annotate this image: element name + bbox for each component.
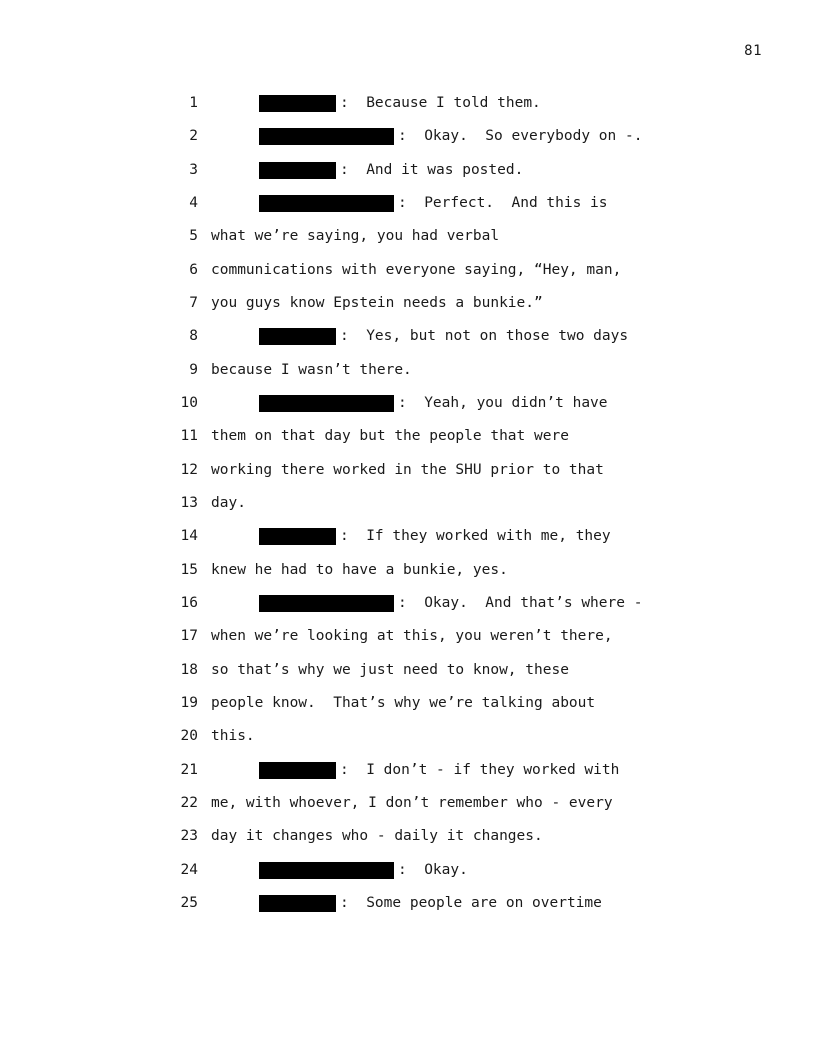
transcript-line (0, 120, 816, 153)
line-number: 11 (180, 428, 198, 445)
transcript-line (0, 154, 816, 187)
continuation-text: when we’re looking at this, you weren’t there, (211, 628, 613, 645)
transcript-line (0, 354, 816, 387)
speaker-turn (259, 854, 468, 887)
speech-text: : And it was posted. (340, 161, 524, 178)
transcript-line (0, 887, 816, 920)
transcript-line (0, 754, 816, 787)
line-number: 19 (180, 694, 198, 711)
line-number: 7 (189, 294, 198, 311)
continuation-text: what we’re saying, you had verbal (211, 228, 500, 245)
continuation-text: them on that day but the people that were (211, 428, 569, 445)
speaker-turn (259, 187, 608, 220)
speaker-turn (259, 520, 611, 553)
continuation-text: so that’s why we just need to know, these (211, 661, 569, 678)
speech-text: : Because I told them. (340, 95, 541, 111)
transcript-line (0, 854, 816, 887)
transcript-line (0, 587, 816, 620)
page-number: 81 (744, 43, 762, 59)
redacted-speaker-name (259, 128, 394, 145)
continuation-text: because I wasn’t there. (211, 361, 412, 378)
line-number: 13 (180, 494, 198, 511)
redacted-speaker-name (259, 95, 336, 112)
line-number: 14 (180, 528, 198, 545)
speaker-turn (259, 887, 602, 920)
redacted-speaker-name (259, 528, 336, 545)
transcript-line (0, 420, 816, 453)
speech-text: : Okay. (398, 861, 468, 878)
line-number: 1 (189, 95, 198, 111)
transcript-line (0, 454, 816, 487)
transcript-line (0, 620, 816, 653)
redacted-speaker-name (259, 195, 394, 212)
transcript-line (0, 187, 816, 220)
redacted-speaker-name (259, 162, 336, 179)
transcript-line (0, 254, 816, 287)
transcript-line (0, 720, 816, 753)
line-number: 17 (180, 628, 198, 645)
transcript-line (0, 320, 816, 353)
continuation-text: day it changes who - daily it changes. (211, 828, 543, 845)
transcript-line (0, 554, 816, 587)
redacted-speaker-name (259, 595, 394, 612)
continuation-text: knew he had to have a bunkie, yes. (211, 561, 508, 578)
speaker-turn (259, 320, 628, 353)
line-number: 10 (180, 394, 198, 411)
redacted-speaker-name (259, 328, 336, 345)
speech-text: : If they worked with me, they (340, 528, 611, 545)
line-number: 18 (180, 661, 198, 678)
redacted-speaker-name (259, 395, 394, 412)
transcript-line (0, 87, 816, 120)
speaker-turn (259, 120, 642, 153)
speaker-turn (259, 587, 642, 620)
redacted-speaker-name (259, 895, 336, 912)
continuation-text: this. (211, 728, 255, 745)
transcript-line (0, 487, 816, 520)
speech-text: : I don’t - if they worked with (340, 761, 620, 778)
line-number: 22 (180, 794, 198, 811)
speech-text: : Yeah, you didn’t have (398, 394, 608, 411)
line-number: 12 (180, 461, 198, 478)
continuation-text: you guys know Epstein needs a bunkie.” (211, 294, 543, 311)
line-number: 16 (180, 594, 198, 611)
transcript-line (0, 387, 816, 420)
continuation-text: people know. That’s why we’re talking about (211, 694, 596, 711)
transcript-line (0, 687, 816, 720)
speech-text: : Yes, but not on those two days (340, 328, 629, 345)
continuation-text: communications with everyone saying, “Hey, man, (211, 261, 622, 278)
speaker-turn (259, 154, 523, 187)
transcript-body (0, 87, 816, 920)
line-number: 8 (189, 328, 198, 345)
speaker-turn (259, 87, 541, 120)
redacted-speaker-name (259, 862, 394, 879)
line-number: 5 (189, 228, 198, 245)
continuation-text: working there worked in the SHU prior to that (211, 461, 604, 478)
speech-text: : Okay. And that’s where - (398, 594, 643, 611)
line-number: 6 (189, 261, 198, 278)
speech-text: : Some people are on overtime (340, 894, 602, 911)
line-number: 3 (189, 161, 198, 178)
line-number: 24 (180, 861, 198, 878)
line-number: 9 (189, 361, 198, 378)
transcript-line (0, 287, 816, 320)
line-number: 2 (189, 128, 198, 145)
redacted-speaker-name (259, 762, 336, 779)
line-number: 20 (180, 728, 198, 745)
speaker-turn (259, 387, 608, 420)
continuation-text: day. (211, 494, 246, 511)
transcript-line (0, 220, 816, 253)
speaker-turn (259, 754, 619, 787)
line-number: 25 (180, 894, 198, 911)
line-number: 21 (180, 761, 198, 778)
line-number: 15 (180, 561, 198, 578)
speech-text: : Perfect. And this is (398, 194, 608, 211)
line-number: 4 (189, 194, 198, 211)
transcript-line (0, 787, 816, 820)
transcript-line (0, 654, 816, 687)
continuation-text: me, with whoever, I don’t remember who - every (211, 794, 613, 811)
transcript-line (0, 520, 816, 553)
speech-text: : Okay. So everybody on -. (398, 128, 643, 145)
transcript-line (0, 820, 816, 853)
line-number: 23 (180, 828, 198, 845)
